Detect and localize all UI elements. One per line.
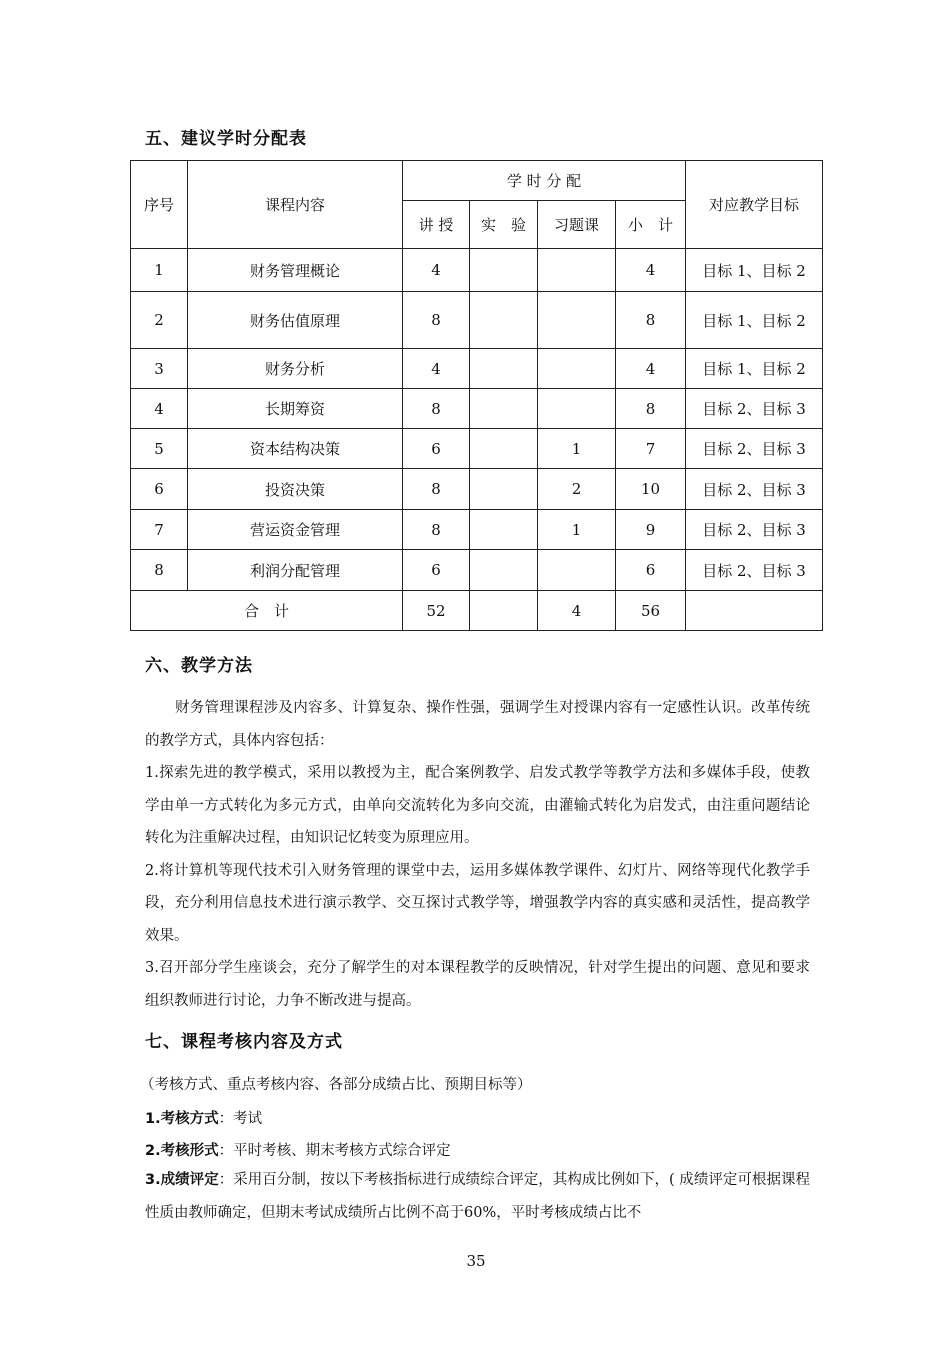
table-row: [131, 349, 823, 389]
teaching-methods-body: [145, 692, 810, 1017]
assessment-note: （考核方式、重点考核内容、各部分成绩占比、预期目标等）: [140, 1077, 532, 1093]
cell-exercise: [538, 349, 616, 389]
page-number: 35: [466, 1252, 486, 1270]
table-row: [131, 429, 823, 469]
cell-no: 3: [131, 349, 188, 389]
section-6-title: 六、教学方法: [145, 656, 253, 676]
cell-lecture: 4: [403, 249, 470, 292]
cell-lecture: 4: [403, 349, 470, 389]
cell-no: 4: [131, 389, 188, 429]
header-lab: 实 验: [470, 201, 538, 249]
cell-lab: [470, 469, 538, 510]
cell-content: 投资决策: [188, 469, 403, 510]
cell-goal: 目标 2、目标 3: [686, 510, 823, 550]
header-content: 课程内容: [188, 161, 403, 249]
cell-content: 财务估值原理: [188, 292, 403, 349]
cell-no: 7: [131, 510, 188, 550]
table-row: [131, 292, 823, 349]
cell-lecture: 8: [403, 389, 470, 429]
cell-exercise: [538, 292, 616, 349]
cell-subtotal: 7: [616, 429, 686, 469]
assessment-method-value: ：考试: [218, 1111, 263, 1127]
cell-subtotal: 4: [616, 349, 686, 389]
table-row: [131, 469, 823, 510]
teaching-item-2: 2.将计算机等现代技术引入财务管理的课堂中去，运用多媒体教学课件、幻灯片、网络等现代化教学手段，充分利用信息技术进行演示教学、交互探讨式教学等，增强教学内容的真实感和灵活性，提高教学效果。: [145, 862, 810, 944]
cell-lab: [470, 292, 538, 349]
cell-lab: [470, 249, 538, 292]
assessment-method-label: 1.考核方式: [145, 1111, 219, 1127]
assessment-form-value: ：平时考核、期末考核方式综合评定: [218, 1143, 451, 1159]
table-row: [131, 389, 823, 429]
cell-no: 8: [131, 550, 188, 591]
cell-exercise: 1: [538, 429, 616, 469]
cell-lecture: 6: [403, 550, 470, 591]
cell-subtotal: 8: [616, 389, 686, 429]
cell-goal: 目标 1、目标 2: [686, 249, 823, 292]
cell-subtotal: 8: [616, 292, 686, 349]
header-exercise: 习题课: [538, 201, 616, 249]
total-lab: [470, 591, 538, 631]
assessment-method: [145, 1107, 262, 1128]
header-subtotal: 小 计: [616, 201, 686, 249]
cell-goal: 目标 1、目标 2: [686, 349, 823, 389]
header-hours: 学 时 分 配: [403, 161, 686, 201]
cell-subtotal: 6: [616, 550, 686, 591]
total-exercise: 4: [538, 591, 616, 631]
section-5-title: 五、建议学时分配表: [145, 129, 307, 149]
cell-subtotal: 10: [616, 469, 686, 510]
cell-goal: 目标 2、目标 3: [686, 469, 823, 510]
total-goal: [686, 591, 823, 631]
cell-lab: [470, 510, 538, 550]
cell-exercise: [538, 249, 616, 292]
cell-exercise: 1: [538, 510, 616, 550]
table-row: [131, 550, 823, 591]
cell-goal: 目标 2、目标 3: [686, 389, 823, 429]
cell-subtotal: 4: [616, 249, 686, 292]
cell-goal: 目标 2、目标 3: [686, 550, 823, 591]
cell-lecture: 6: [403, 429, 470, 469]
cell-no: 1: [131, 249, 188, 292]
cell-content: 利润分配管理: [188, 550, 403, 591]
cell-lab: [470, 550, 538, 591]
assessment-grade-value: ：采用百分制，按以下考核指标进行成绩综合评定，其构成比例如下，( 成绩评定可根据课程性质由教师确定，但期末考试成绩所占比例不高于60%，平时考核成绩占比不: [145, 1172, 810, 1221]
assessment-form-label: 2.考核形式: [145, 1143, 219, 1159]
cell-exercise: [538, 550, 616, 591]
cell-exercise: [538, 389, 616, 429]
total-lecture: 52: [403, 591, 470, 631]
assessment-grade: [145, 1164, 810, 1229]
table-row: [131, 249, 823, 292]
cell-no: 2: [131, 292, 188, 349]
table-total-row: [131, 591, 823, 631]
cell-content: 营运资金管理: [188, 510, 403, 550]
cell-lab: [470, 429, 538, 469]
cell-lecture: 8: [403, 510, 470, 550]
cell-lecture: 8: [403, 469, 470, 510]
assessment-form: [145, 1139, 451, 1160]
total-label: 合 计: [131, 591, 403, 631]
header-lecture: 讲 授: [403, 201, 470, 249]
cell-content: 财务分析: [188, 349, 403, 389]
teaching-intro: 财务管理课程涉及内容多、计算复杂、操作性强，强调学生对授课内容有一定感性认识。改革传统的教学方式，具体内容包括：: [145, 700, 810, 749]
cell-subtotal: 9: [616, 510, 686, 550]
hours-allocation-table: [130, 160, 823, 631]
cell-lab: [470, 349, 538, 389]
section-7-title: 七、课程考核内容及方式: [145, 1032, 343, 1052]
table-row: [131, 510, 823, 550]
teaching-item-1: 1.探索先进的教学模式，采用以教授为主，配合案例教学、启发式教学等教学方法和多媒体手段，使教学由单一方式转化为多元方式，由单向交流转化为多向交流，由灌输式转化为启发式，由注重问题结论转化为注重解决过程，由知识记忆转变为原理应用。: [145, 765, 810, 846]
cell-lab: [470, 389, 538, 429]
teaching-item-3: 3.召开部分学生座谈会，充分了解学生的对本课程教学的反映情况，针对学生提出的问题、意见和要求组织教师进行讨论，力争不断改进与提高。: [145, 960, 810, 1009]
header-no: 序号: [131, 161, 188, 249]
cell-no: 6: [131, 469, 188, 510]
cell-content: 财务管理概论: [188, 249, 403, 292]
cell-no: 5: [131, 429, 188, 469]
cell-content: 资本结构决策: [188, 429, 403, 469]
assessment-grade-label: 3.成绩评定: [145, 1172, 219, 1188]
header-goal: 对应教学目标: [686, 161, 823, 249]
total-subtotal: 56: [616, 591, 686, 631]
cell-goal: 目标 2、目标 3: [686, 429, 823, 469]
cell-exercise: 2: [538, 469, 616, 510]
cell-goal: 目标 1、目标 2: [686, 292, 823, 349]
cell-content: 长期筹资: [188, 389, 403, 429]
cell-lecture: 8: [403, 292, 470, 349]
